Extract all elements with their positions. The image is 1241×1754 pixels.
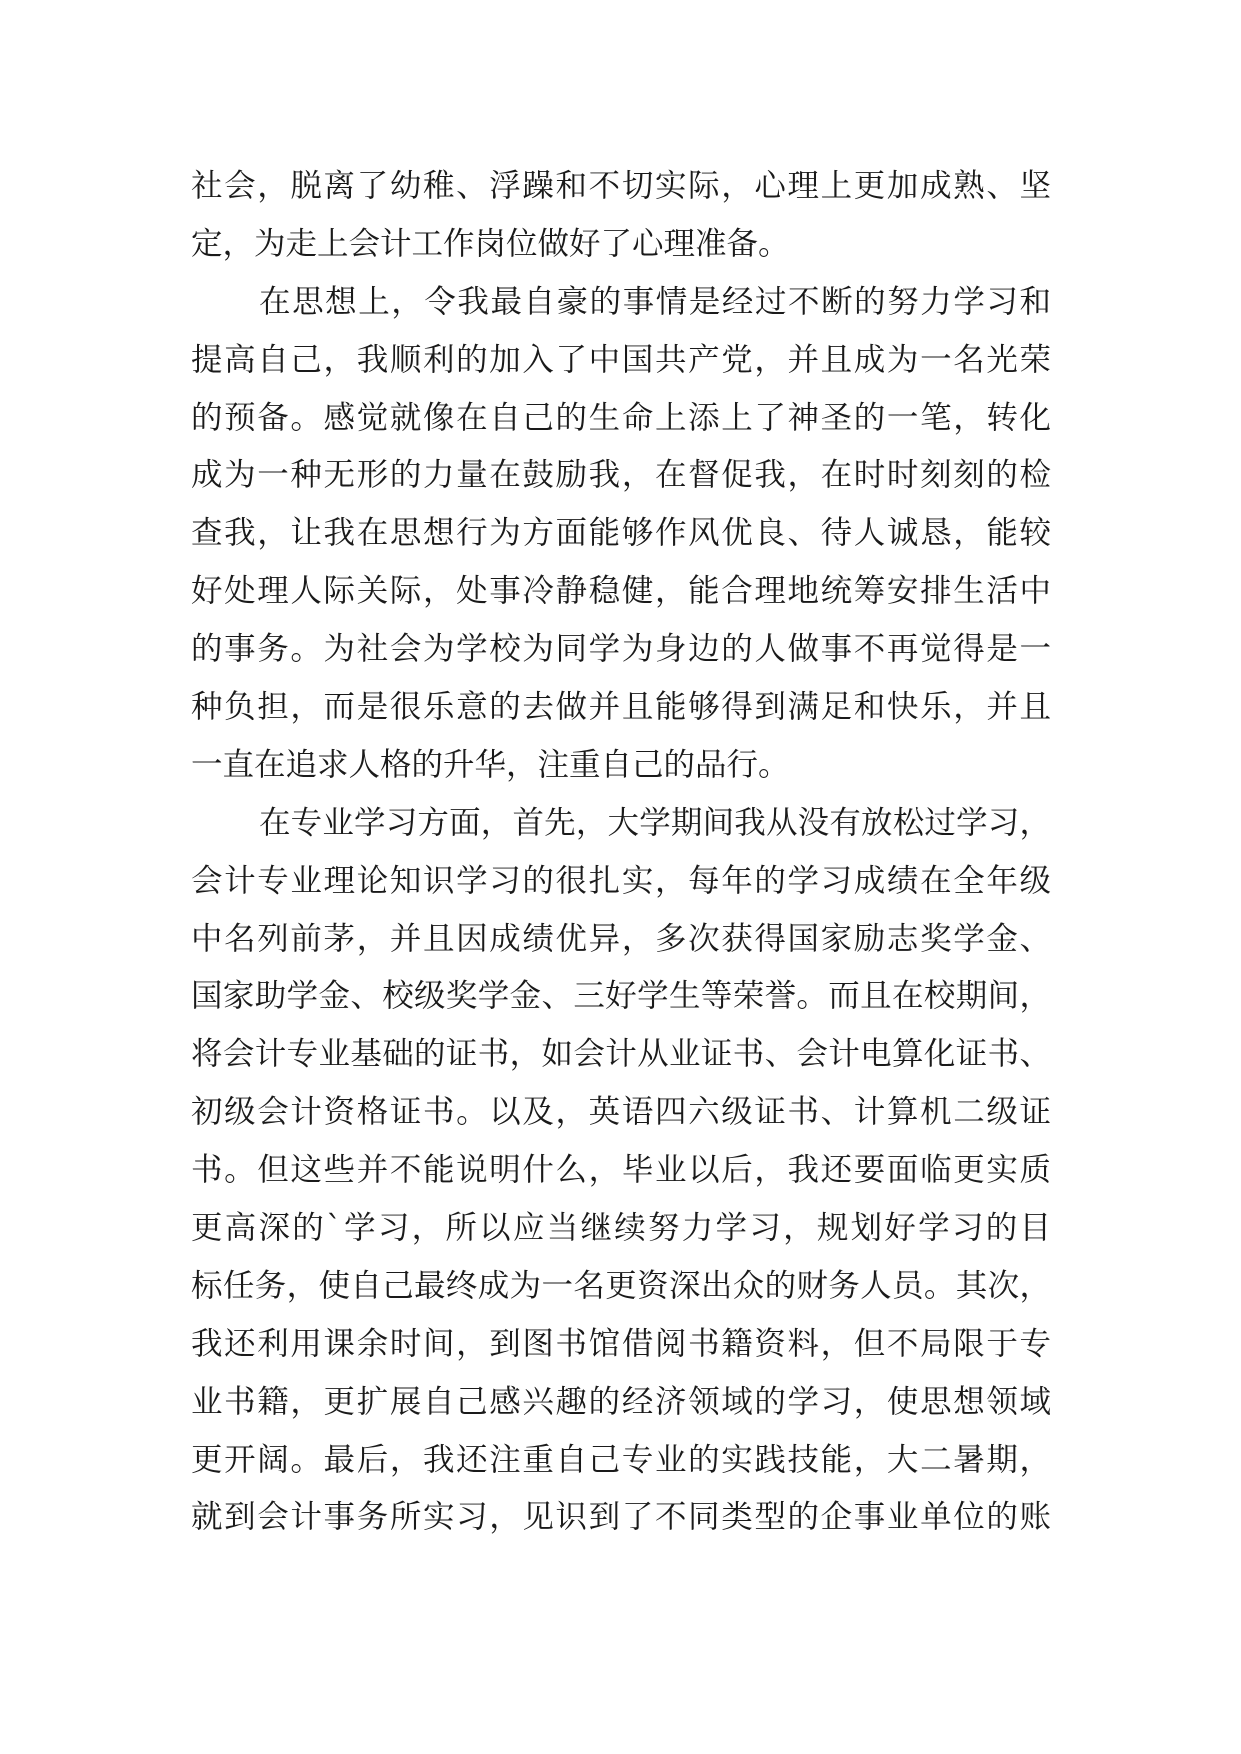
text-line: 业书籍，更扩展自己感兴趣的经济领域的学习，使思想领域	[191, 1383, 1051, 1420]
body-text	[191, 158, 1051, 1547]
text-line: 好处理人际关际，处事冷静稳健，能合理地统筹安排生活中	[191, 573, 1051, 610]
text-line: 将会计专业基础的证书，如会计从业证书、会计电算化证书、	[191, 1036, 1051, 1073]
text-line: 提高自己，我顺利的加入了中国共产党，并且成为一名光荣	[191, 341, 1051, 378]
text-line: 社会，脱离了幼稚、浮躁和不切实际，心理上更加成熟、坚	[191, 168, 1051, 204]
text-line: 一直在追求人格的升华，注重自己的品行。	[191, 746, 790, 783]
text-line: 中名列前茅，并且因成绩优异，多次获得国家励志奖学金、	[191, 920, 1051, 957]
text-line: 就到会计事务所实习，见识到了不同类型的企事业单位的账	[191, 1499, 1051, 1536]
text-line: 的预备。感觉就像在自己的生命上添上了神圣的一笔，转化	[191, 399, 1051, 436]
text-line: 更开阔。最后，我还注重自己专业的实践技能，大二暑期，	[191, 1441, 1051, 1478]
text-line: 的事务。为社会为学校为同学为身边的人做事不再觉得是一	[191, 631, 1051, 668]
text-line: 在思想上，令我最自豪的事情是经过不断的努力学习和	[259, 283, 1051, 320]
text-line: 在专业学习方面，首先，大学期间我从没有放松过学习，	[259, 804, 1051, 841]
text-line: 初级会计资格证书。以及，英语四六级证书、计算机二级证	[191, 1094, 1051, 1131]
text-line: 种负担，而是很乐意的去做并且能够得到满足和快乐，并且	[191, 689, 1051, 726]
text-line: 更高深的`学习，所以应当继续努力学习，规划好学习的目	[191, 1210, 1051, 1247]
text-line: 查我，让我在思想行为方面能够作风优良、待人诚恳，能较	[191, 515, 1051, 552]
text-line: 我还利用课余时间，到图书馆借阅书籍资料，但不局限于专	[191, 1325, 1051, 1362]
text-line: 书。但这些并不能说明什么，毕业以后，我还要面临更实质	[191, 1152, 1051, 1189]
text-line: 会计专业理论知识学习的很扎实，每年的学习成绩在全年级	[191, 862, 1051, 899]
text-line: 标任务，使自己最终成为一名更资深出众的财务人员。其次，	[191, 1267, 1051, 1304]
text-line: 成为一种无形的力量在鼓励我，在督促我，在时时刻刻的检	[191, 457, 1051, 494]
text-line: 定，为走上会计工作岗位做好了心理准备。	[191, 225, 790, 262]
text-line: 国家助学金、校级奖学金、三好学生等荣誉。而且在校期间，	[191, 978, 1051, 1015]
